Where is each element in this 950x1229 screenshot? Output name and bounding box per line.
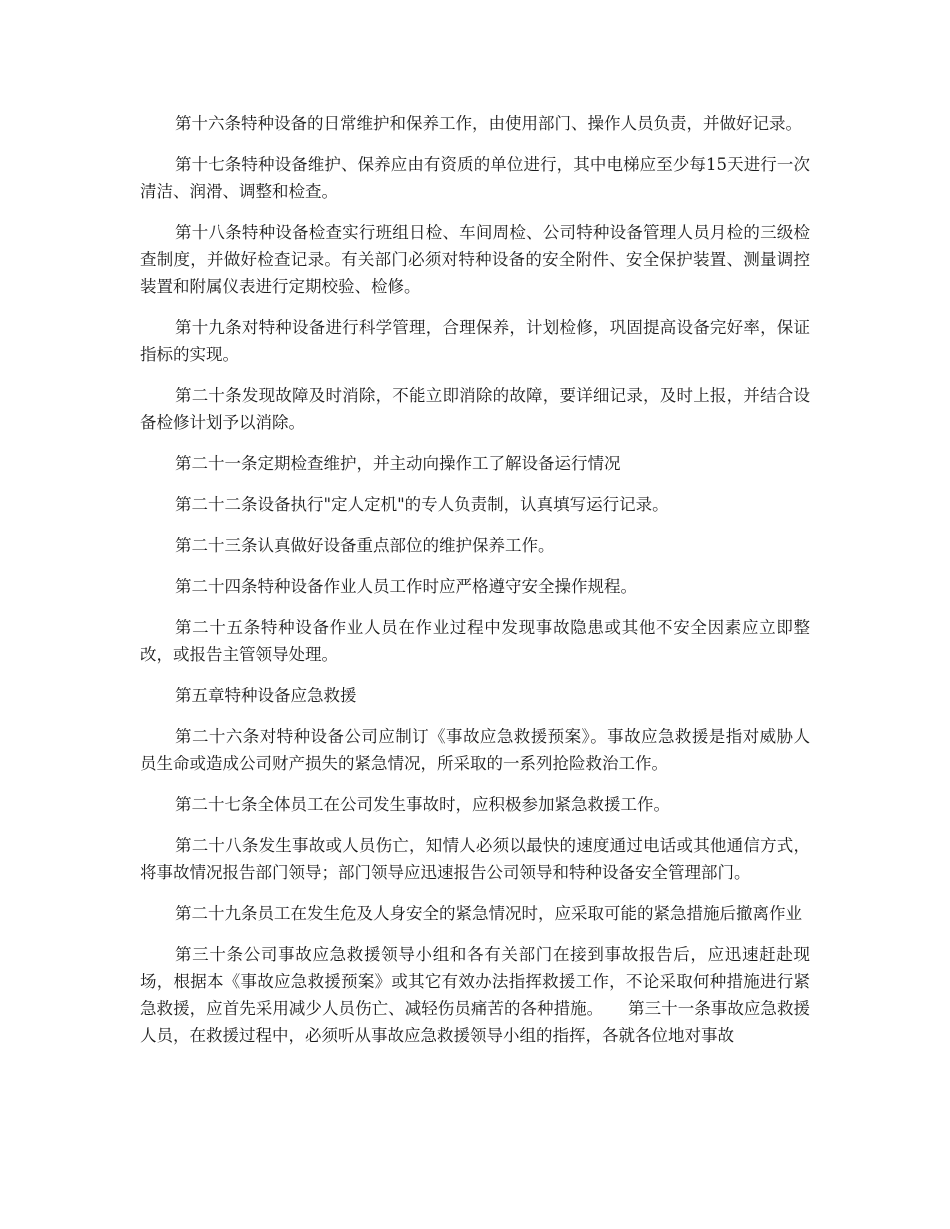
paragraph-article-19: 第十九条对特种设备进行科学管理，合理保养，计划检修，巩固提高设备完好率，保证指标的实现。	[140, 318, 810, 364]
paragraph-article-28: 第二十八条发生事故或人员伤亡，知情人必须以最快的速度通过电话或其他通信方式，将事故情况报告部门领导；部门领导应迅速报告公司领导和特种设备安全管理部门。	[140, 836, 810, 882]
paragraph-article-24: 第二十四条特种设备作业人员工作时应严格遵守安全操作规程。	[175, 577, 637, 596]
paragraph-article-21: 第二十一条定期检查维护，并主动向操作工了解设备运行情况	[175, 454, 621, 473]
chapter-heading-5: 第五章特种设备应急救援	[175, 686, 357, 705]
document-page	[140, 110, 810, 1063]
paragraph-article-25: 第二十五条特种设备作业人员在作业过程中发现事故隐患或其他不安全因素应立即整改，或报告主管领导处理。	[140, 618, 810, 664]
paragraph-article-23: 第二十三条认真做好设备重点部位的维护保养工作。	[175, 536, 555, 555]
paragraph-article-20: 第二十条发现故障及时消除，不能立即消除的故障，要详细记录，及时上报，并结合设备检修计划予以消除。	[140, 386, 810, 432]
paragraph-article-29: 第二十九条员工在发生危及人身安全的紧急情况时，应采取可能的紧急措施后撤离作业	[175, 904, 802, 923]
paragraph-article-16: 第十六条特种设备的日常维护和保养工作，由使用部门、操作人员负责，并做好记录。	[175, 114, 802, 133]
paragraph-article-22: 第二十二条设备执行"定人定机"的专人负责制，认真填写运行记录。	[175, 495, 669, 514]
paragraph-article-26: 第二十六条对特种设备公司应制订《事故应急救援预案》。事故应急救援是指对威胁人员生命或造成公司财产损失的紧急情况，所采取的一系列抢险救治工作。	[140, 727, 810, 773]
paragraph-article-17: 第十七条特种设备维护、保养应由有资质的单位进行，其中电梯应至少每15天进行一次清洁、润滑、调整和检查。	[140, 155, 810, 201]
paragraph-article-27: 第二十七条全体员工在公司发生事故时，应积极参加紧急救援工作。	[175, 795, 670, 814]
paragraph-article-18: 第十八条特种设备检查实行班组日检、车间周检、公司特种设备管理人员月检的三级检查制度，并做好检查记录。有关部门必须对特种设备的安全附件、安全保护装置、测量调控装置和附属仪表进行定期校验、检修。	[140, 223, 810, 296]
paragraph-article-30-31: 第三十条公司事故应急救援领导小组和各有关部门在接到事故报告后，应迅速赶赴现场，根据本《事故应急救援预案》或其它有效办法指挥救援工作，不论采取何种措施进行紧急救援，应首先采用减少人员伤亡、减轻伤员痛苦的各种措施。 第三十一条事故应急救援人员，在救援过程中，必须听从事故应急救援领导小组的指挥，各就各位地对事故	[140, 945, 810, 1045]
